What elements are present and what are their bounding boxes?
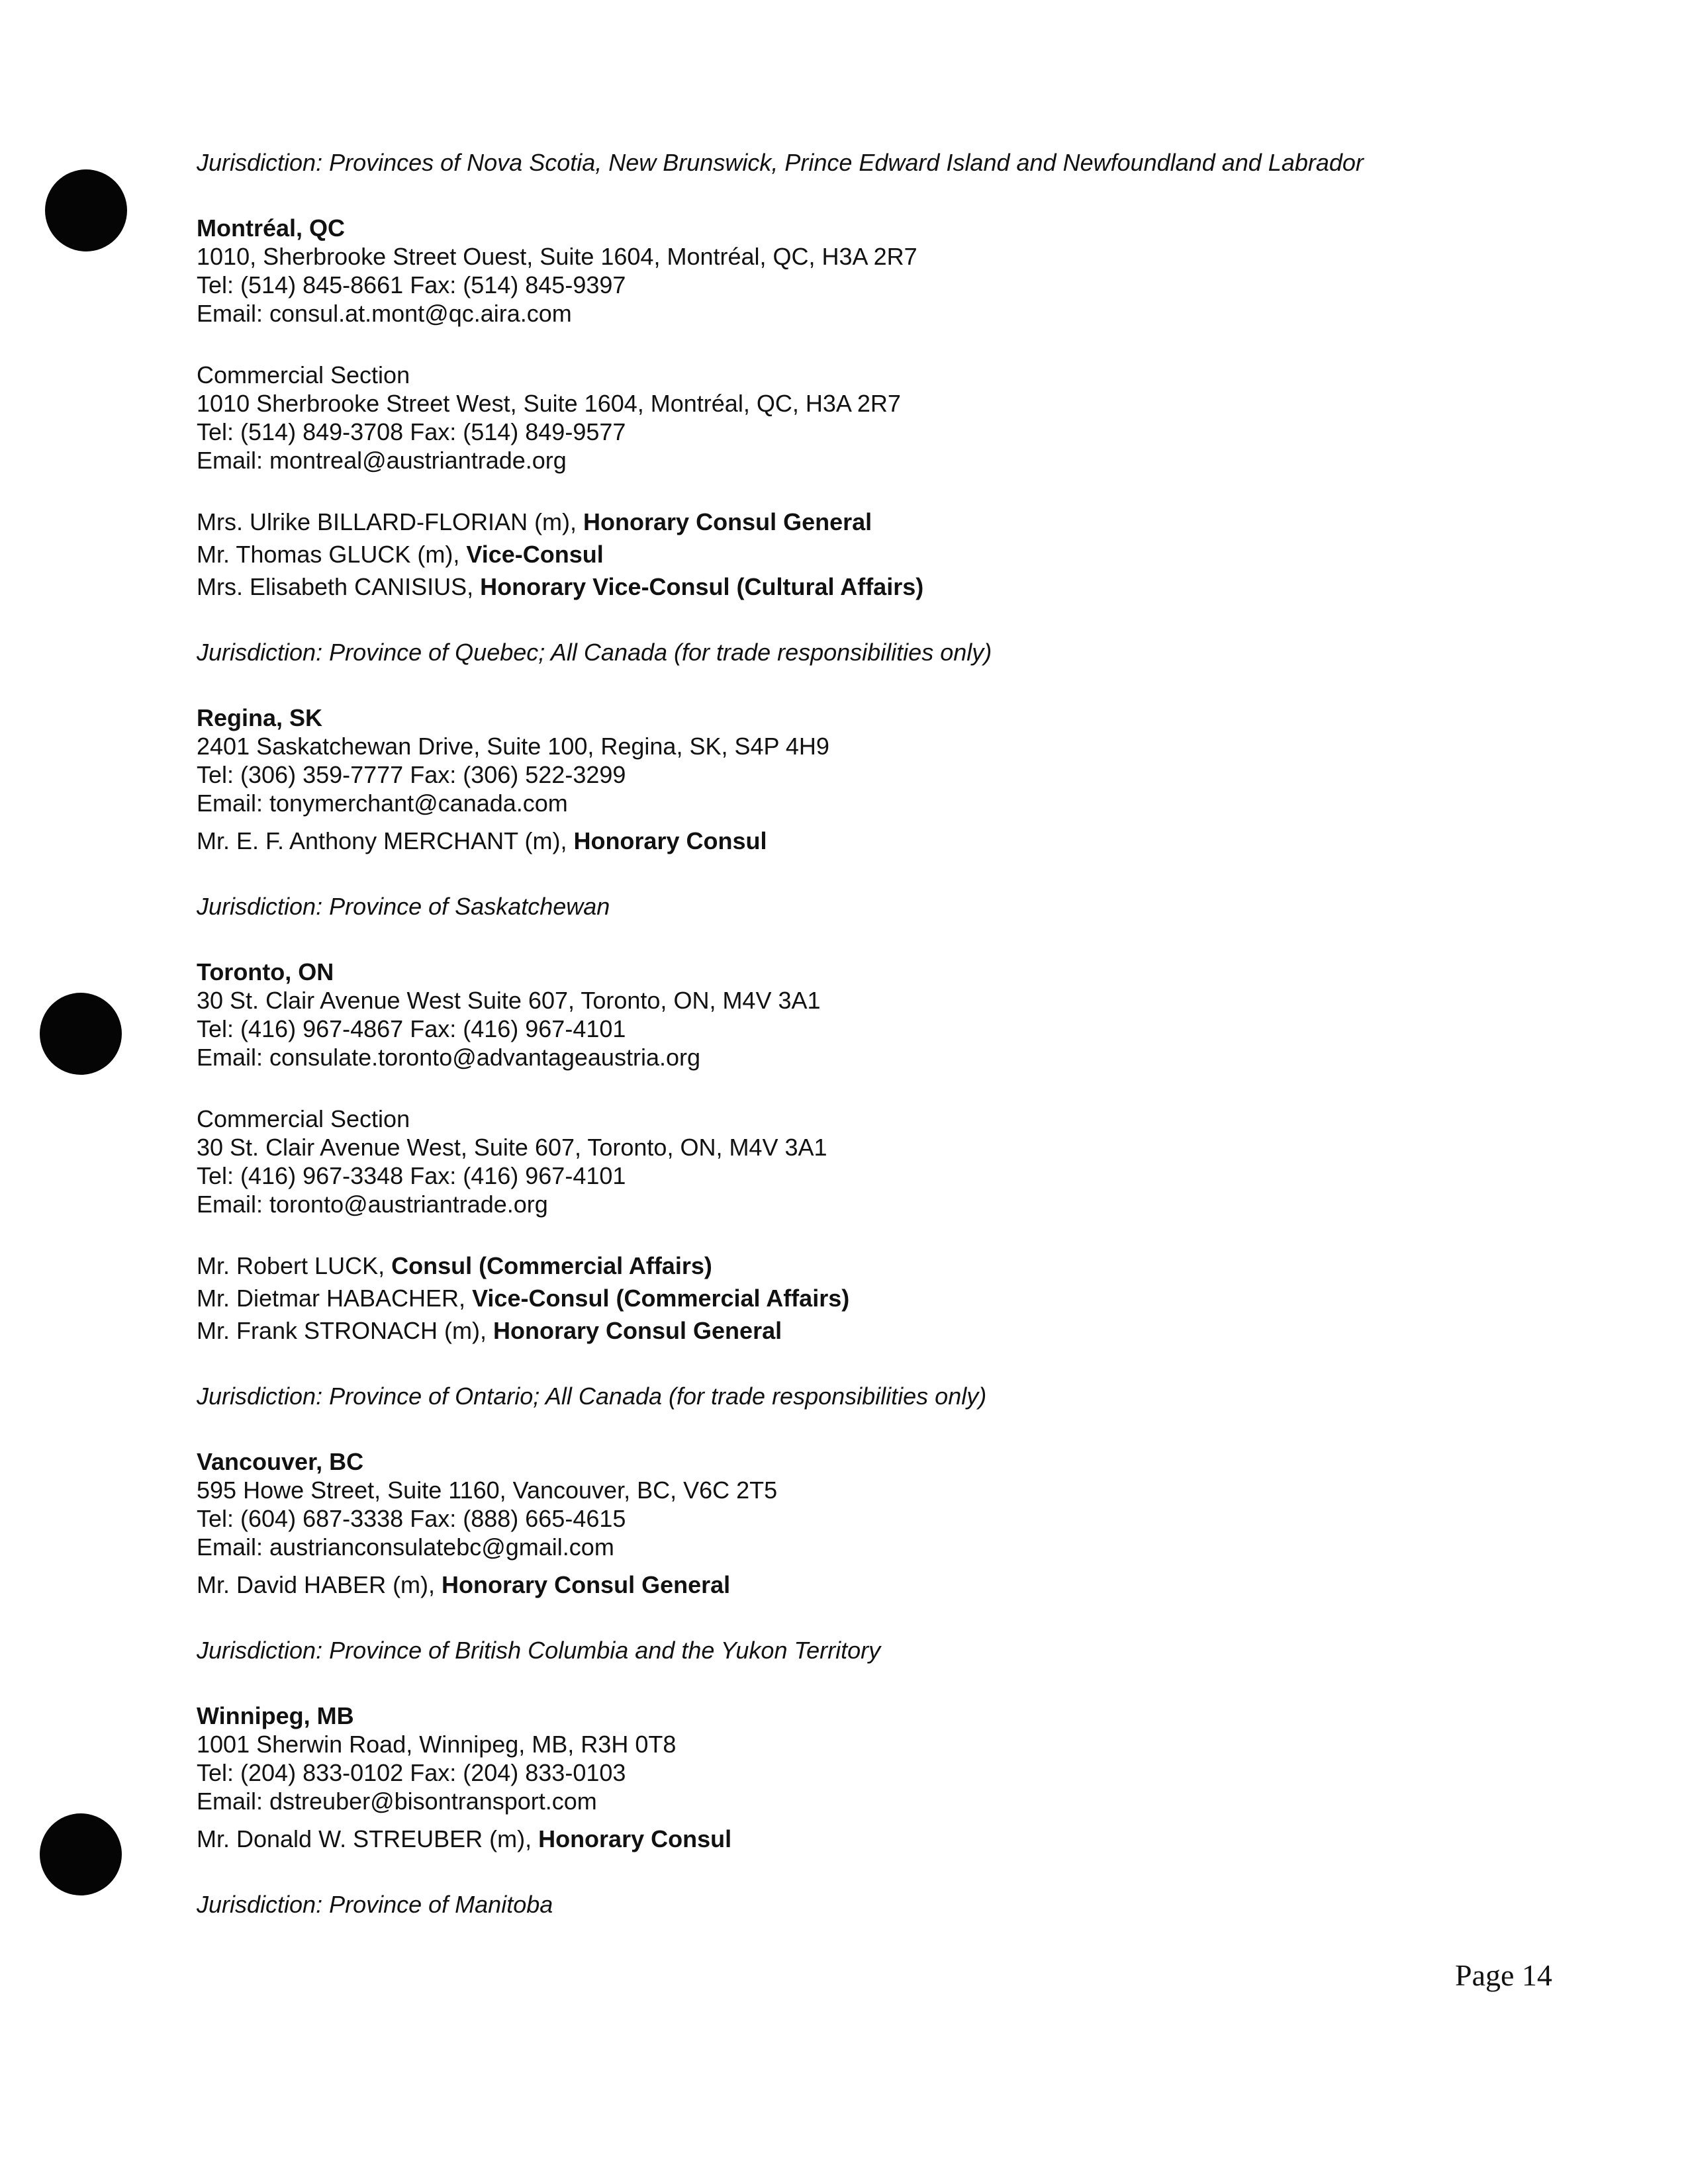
person-line	[197, 508, 1521, 536]
commercial-email-line[interactable]: Email: toronto@austriantrade.org	[197, 1191, 548, 1218]
person-line	[197, 540, 1521, 569]
jurisdiction-line: Jurisdiction: Province of Saskatchewan	[197, 893, 610, 920]
person-name: Mrs. Elisabeth CANISIUS,	[197, 573, 481, 600]
jurisdiction-line: Jurisdiction: Province of British Columbia and the Yukon Territory	[197, 1637, 881, 1664]
person-line	[197, 1825, 1521, 1853]
commercial-address-line: 30 St. Clair Avenue West, Suite 607, Toronto, ON, M4V 3A1	[197, 1134, 827, 1161]
person-line	[197, 827, 1521, 855]
commercial-address-line: 1010 Sherbrooke Street West, Suite 1604, Montréal, QC, H3A 2R7	[197, 390, 901, 417]
jurisdiction-line: Jurisdiction: Province of Ontario; All Canada (for trade responsibilities only)	[197, 1383, 987, 1410]
office-regina	[197, 704, 1521, 921]
office-winnipeg	[197, 1702, 1521, 1919]
person-line	[197, 1570, 1521, 1599]
email-line[interactable]: Email: consulate.toronto@advantageaustria.org	[197, 1044, 700, 1071]
address-line: 1010, Sherbrooke Street Ouest, Suite 1604, Montréal, QC, H3A 2R7	[197, 243, 917, 270]
city-heading: Montréal, QC	[197, 214, 346, 242]
person-role: Honorary Vice-Consul (Cultural Affairs)	[480, 573, 924, 600]
jurisdiction-line: Jurisdiction: Province of Manitoba	[197, 1891, 553, 1918]
person-name: Mrs. Ulrike BILLARD-FLORIAN (m),	[197, 508, 584, 535]
person-role: Honorary Consul General	[493, 1317, 782, 1344]
person-name: Mr. Dietmar HABACHER,	[197, 1285, 473, 1312]
person-line	[197, 1316, 1521, 1345]
commercial-section-title: Commercial Section	[197, 361, 410, 388]
person-name: Mr. Donald W. STREUBER (m),	[197, 1825, 539, 1852]
city-heading: Regina, SK	[197, 704, 323, 731]
commercial-section-title: Commercial Section	[197, 1105, 410, 1132]
page-number: Page 14	[1455, 1958, 1552, 1992]
tel-fax-line: Tel: (306) 359-7777 Fax: (306) 522-3299	[197, 761, 626, 788]
address-line: 595 Howe Street, Suite 1160, Vancouver, BC, V6C 2T5	[197, 1477, 778, 1504]
person-line	[197, 572, 1521, 601]
person-role: Consul (Commercial Affairs)	[391, 1252, 712, 1279]
commercial-email-line[interactable]: Email: montreal@austriantrade.org	[197, 447, 567, 474]
address-line: 1001 Sherwin Road, Winnipeg, MB, R3H 0T8	[197, 1731, 677, 1758]
email-line[interactable]: Email: dstreuber@bisontransport.com	[197, 1788, 597, 1815]
person-role: Honorary Consul	[538, 1825, 732, 1852]
city-heading: Toronto, ON	[197, 958, 334, 985]
person-name: Mr. E. F. Anthony MERCHANT (m),	[197, 827, 574, 854]
email-line[interactable]: Email: austrianconsulatebc@gmail.com	[197, 1533, 614, 1561]
office-montreal	[197, 214, 1521, 666]
email-line[interactable]: Email: consul.at.mont@qc.aira.com	[197, 300, 572, 327]
person-role: Vice-Consul	[466, 541, 604, 568]
person-line	[197, 1284, 1521, 1312]
person-name: Mr. David HABER (m),	[197, 1571, 442, 1598]
person-role: Vice-Consul (Commercial Affairs)	[472, 1285, 850, 1312]
office-vancouver	[197, 1447, 1521, 1664]
tel-fax-line: Tel: (604) 687-3338 Fax: (888) 665-4615	[197, 1505, 626, 1532]
city-heading: Vancouver, BC	[197, 1448, 364, 1475]
document-body	[197, 148, 1521, 1919]
person-name: Mr. Robert LUCK,	[197, 1252, 392, 1279]
tel-fax-line: Tel: (514) 845-8661 Fax: (514) 845-9397	[197, 271, 626, 298]
email-line[interactable]: Email: tonymerchant@canada.com	[197, 790, 568, 817]
person-role: Honorary Consul General	[442, 1571, 731, 1598]
tel-fax-line: Tel: (416) 967-4867 Fax: (416) 967-4101	[197, 1015, 626, 1042]
office-toronto	[197, 958, 1521, 1410]
tel-fax-line: Tel: (204) 833-0102 Fax: (204) 833-0103	[197, 1759, 626, 1786]
commercial-tel-fax-line: Tel: (514) 849-3708 Fax: (514) 849-9577	[197, 418, 626, 445]
punch-hole-middle	[40, 993, 122, 1075]
punch-hole-bottom	[40, 1813, 122, 1895]
person-role: Honorary Consul General	[583, 508, 872, 535]
city-heading: Winnipeg, MB	[197, 1702, 354, 1729]
commercial-tel-fax-line: Tel: (416) 967-3348 Fax: (416) 967-4101	[197, 1162, 626, 1189]
jurisdiction-line: Jurisdiction: Province of Quebec; All Canada (for trade responsibilities only)	[197, 639, 992, 666]
address-line: 2401 Saskatchewan Drive, Suite 100, Regina, SK, S4P 4H9	[197, 733, 829, 760]
person-name: Mr. Frank STRONACH (m),	[197, 1317, 493, 1344]
person-line	[197, 1251, 1521, 1280]
person-role: Honorary Consul	[573, 827, 767, 854]
person-name: Mr. Thomas GLUCK (m),	[197, 541, 467, 568]
address-line: 30 St. Clair Avenue West Suite 607, Toronto, ON, M4V 3A1	[197, 987, 821, 1014]
punch-hole-top	[45, 169, 127, 251]
jurisdiction-atlantic: Jurisdiction: Provinces of Nova Scotia, New Brunswick, Prince Edward Island and Newfoundland and Labrador	[197, 149, 1364, 176]
